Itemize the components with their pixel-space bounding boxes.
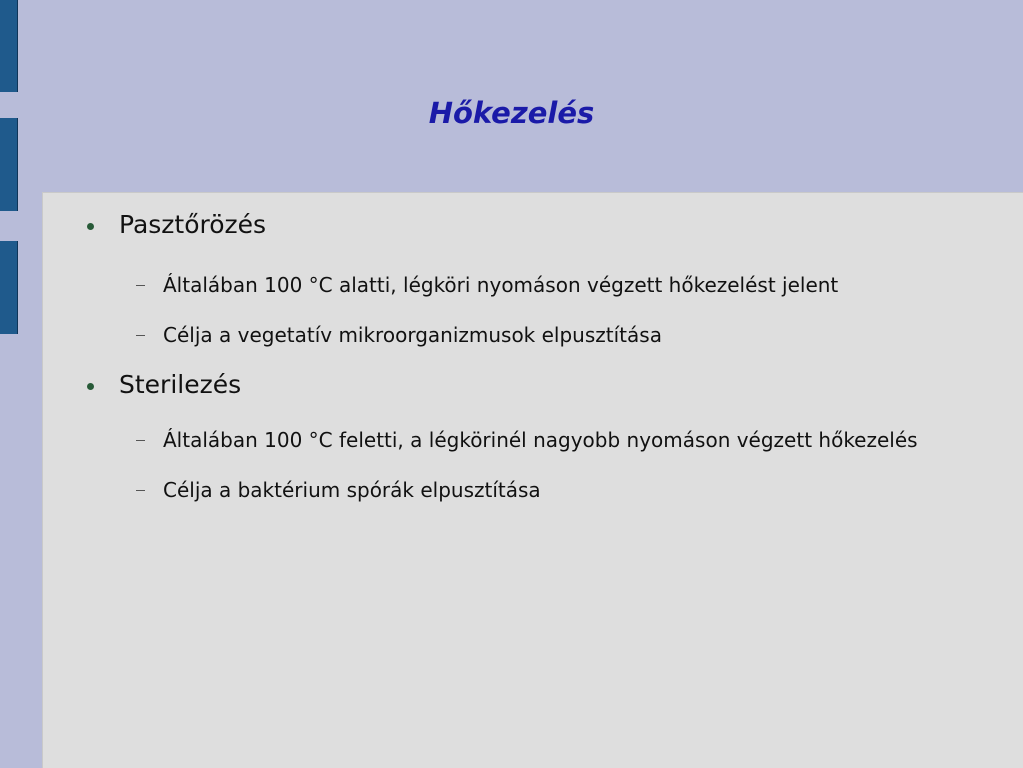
list-item-text: Általában 100 °C alatti, légköri nyomáson végzett hőkezelést jelent [163,273,839,297]
dash-icon [136,440,145,441]
side-tab-2 [0,118,18,211]
section-heading-text: Pasztőrözés [119,210,267,239]
dash-icon [136,490,145,491]
slide-title: Hőkezelés [428,96,595,130]
bullet-icon [87,223,94,230]
side-tab-3 [0,241,18,334]
dash-icon [136,285,145,286]
dash-icon [136,335,145,336]
list-item-text: Célja a baktérium spórák elpusztítása [163,478,541,502]
list-item-text: Célja a vegetatív mikroorganizmusok elpusztítása [163,323,662,347]
list-item-text: Általában 100 °C feletti, a légkörinél nagyobb nyomáson végzett hőkezelés [163,428,918,452]
section-heading-text: Sterilezés [119,370,242,399]
side-tab-1 [0,0,18,92]
content-panel [42,192,1023,768]
bullet-icon [87,383,94,390]
